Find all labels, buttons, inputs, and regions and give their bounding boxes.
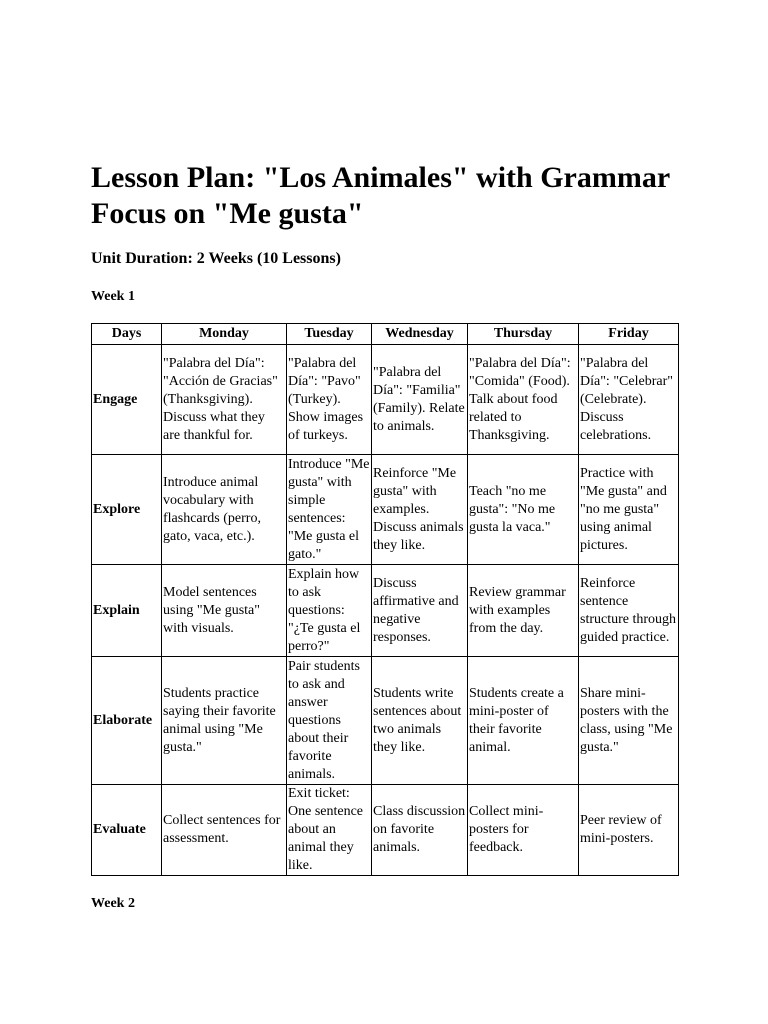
cell-elaborate-monday: Students practice saying their favorite animal using "Me gusta.": [162, 657, 287, 785]
cell-evaluate-thursday: Collect mini-posters for feedback.: [468, 785, 579, 876]
cell-evaluate-monday: Collect sentences for assessment.: [162, 785, 287, 876]
cell-elaborate-wednesday: Students write sentences about two animals they like.: [372, 657, 468, 785]
cell-elaborate-thursday: Students create a mini-poster of their favorite animal.: [468, 657, 579, 785]
unit-duration: Unit Duration: 2 Weeks (10 Lessons): [91, 250, 341, 267]
cell-explore-wednesday: Reinforce "Me gusta" with examples. Discuss animals they like.: [372, 455, 468, 565]
cell-engage-friday: "Palabra del Día": "Celebrar" (Celebrate). Discuss celebrations.: [579, 345, 679, 455]
cell-explain-thursday: Review grammar with examples from the day.: [468, 565, 579, 657]
cell-engage-thursday: "Palabra del Día": "Comida" (Food). Talk about food related to Thanksgiving.: [468, 345, 579, 455]
cell-explore-tuesday: Introduce "Me gusta" with simple sentences: "Me gusta el gato.": [287, 455, 372, 565]
table-header-row: [92, 324, 679, 345]
row-label-engage: Engage: [92, 345, 162, 455]
table-row-explore: [92, 455, 679, 565]
cell-elaborate-friday: Share mini-posters with the class, using "Me gusta.": [579, 657, 679, 785]
cell-engage-tuesday: "Palabra del Día": "Pavo" (Turkey). Show images of turkeys.: [287, 345, 372, 455]
cell-explore-monday: Introduce animal vocabulary with flashcards (perro, gato, vaca, etc.).: [162, 455, 287, 565]
cell-explore-thursday: Teach "no me gusta": "No me gusta la vaca.": [468, 455, 579, 565]
header-friday: Friday: [579, 324, 679, 345]
table-row-explain: [92, 565, 679, 657]
lesson-plan-table: [91, 323, 679, 876]
table-row-engage: [92, 345, 679, 455]
header-monday: Monday: [162, 324, 287, 345]
table-row-elaborate: [92, 657, 679, 785]
cell-explain-monday: Model sentences using "Me gusta" with visuals.: [162, 565, 287, 657]
cell-explore-friday: Practice with "Me gusta" and "no me gusta" using animal pictures.: [579, 455, 679, 565]
row-label-explore: Explore: [92, 455, 162, 565]
page-title: Lesson Plan: "Los Animales" with Grammar Focus on "Me gusta": [91, 161, 670, 230]
cell-elaborate-tuesday: Pair students to ask and answer questions about their favorite animals.: [287, 657, 372, 785]
cell-explain-friday: Reinforce sentence structure through guided practice.: [579, 565, 679, 657]
week-1-heading: Week 1: [91, 289, 135, 304]
cell-explain-tuesday: Explain how to ask questions: "¿Te gusta el perro?": [287, 565, 372, 657]
cell-evaluate-friday: Peer review of mini-posters.: [579, 785, 679, 876]
cell-evaluate-wednesday: Class discussion on favorite animals.: [372, 785, 468, 876]
week-2-heading: Week 2: [91, 896, 135, 911]
header-wednesday: Wednesday: [372, 324, 468, 345]
header-days: Days: [92, 324, 162, 345]
cell-explain-wednesday: Discuss affirmative and negative responses.: [372, 565, 468, 657]
cell-evaluate-tuesday: Exit ticket: One sentence about an animal they like.: [287, 785, 372, 876]
cell-engage-monday: "Palabra del Día": "Acción de Gracias" (Thanksgiving). Discuss what they are thankful for.: [162, 345, 287, 455]
cell-engage-wednesday: "Palabra del Día": "Familia" (Family). Relate to animals.: [372, 345, 468, 455]
row-label-evaluate: Evaluate: [92, 785, 162, 876]
row-label-explain: Explain: [92, 565, 162, 657]
row-label-elaborate: Elaborate: [92, 657, 162, 785]
header-tuesday: Tuesday: [287, 324, 372, 345]
header-thursday: Thursday: [468, 324, 579, 345]
table-row-evaluate: [92, 785, 679, 876]
